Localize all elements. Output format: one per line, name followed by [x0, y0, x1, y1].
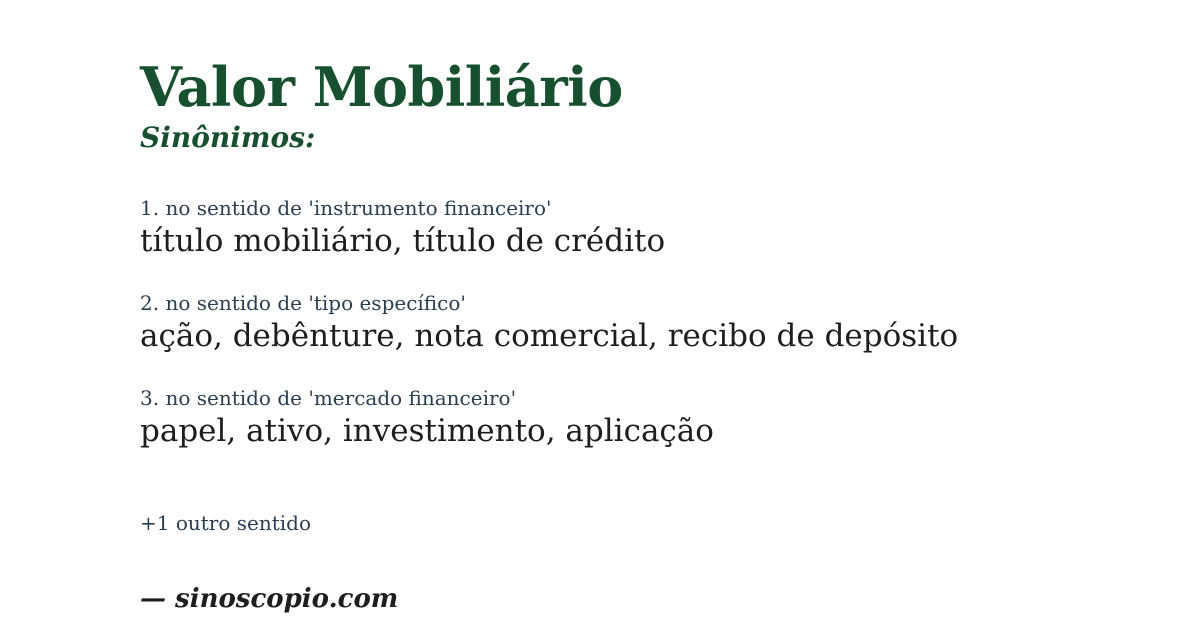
- sense-synonyms: título mobiliário, título de crédito: [140, 222, 666, 259]
- sense-synonyms: papel, ativo, investimento, aplicação: [140, 412, 714, 449]
- sense-context-label: 2. no sentido de 'tipo específico': [140, 290, 466, 315]
- sense-item: [140, 385, 1140, 453]
- sense-context-label: 3. no sentido de 'mercado financeiro': [140, 385, 517, 410]
- source-attribution: — sinoscopio.com: [140, 583, 399, 614]
- sense-item: [140, 290, 1140, 358]
- synonyms-heading: Sinônimos:: [140, 121, 316, 155]
- sense-synonyms: ação, debênture, nota comercial, recibo de depósito: [140, 317, 959, 354]
- senses-list: [140, 195, 1140, 453]
- page-title: Valor Mobiliário: [140, 55, 623, 119]
- sense-context-label: 1. no sentido de 'instrumento financeiro': [140, 195, 552, 220]
- sense-item: [140, 195, 1140, 263]
- more-senses-link[interactable]: +1 outro sentido: [140, 510, 312, 535]
